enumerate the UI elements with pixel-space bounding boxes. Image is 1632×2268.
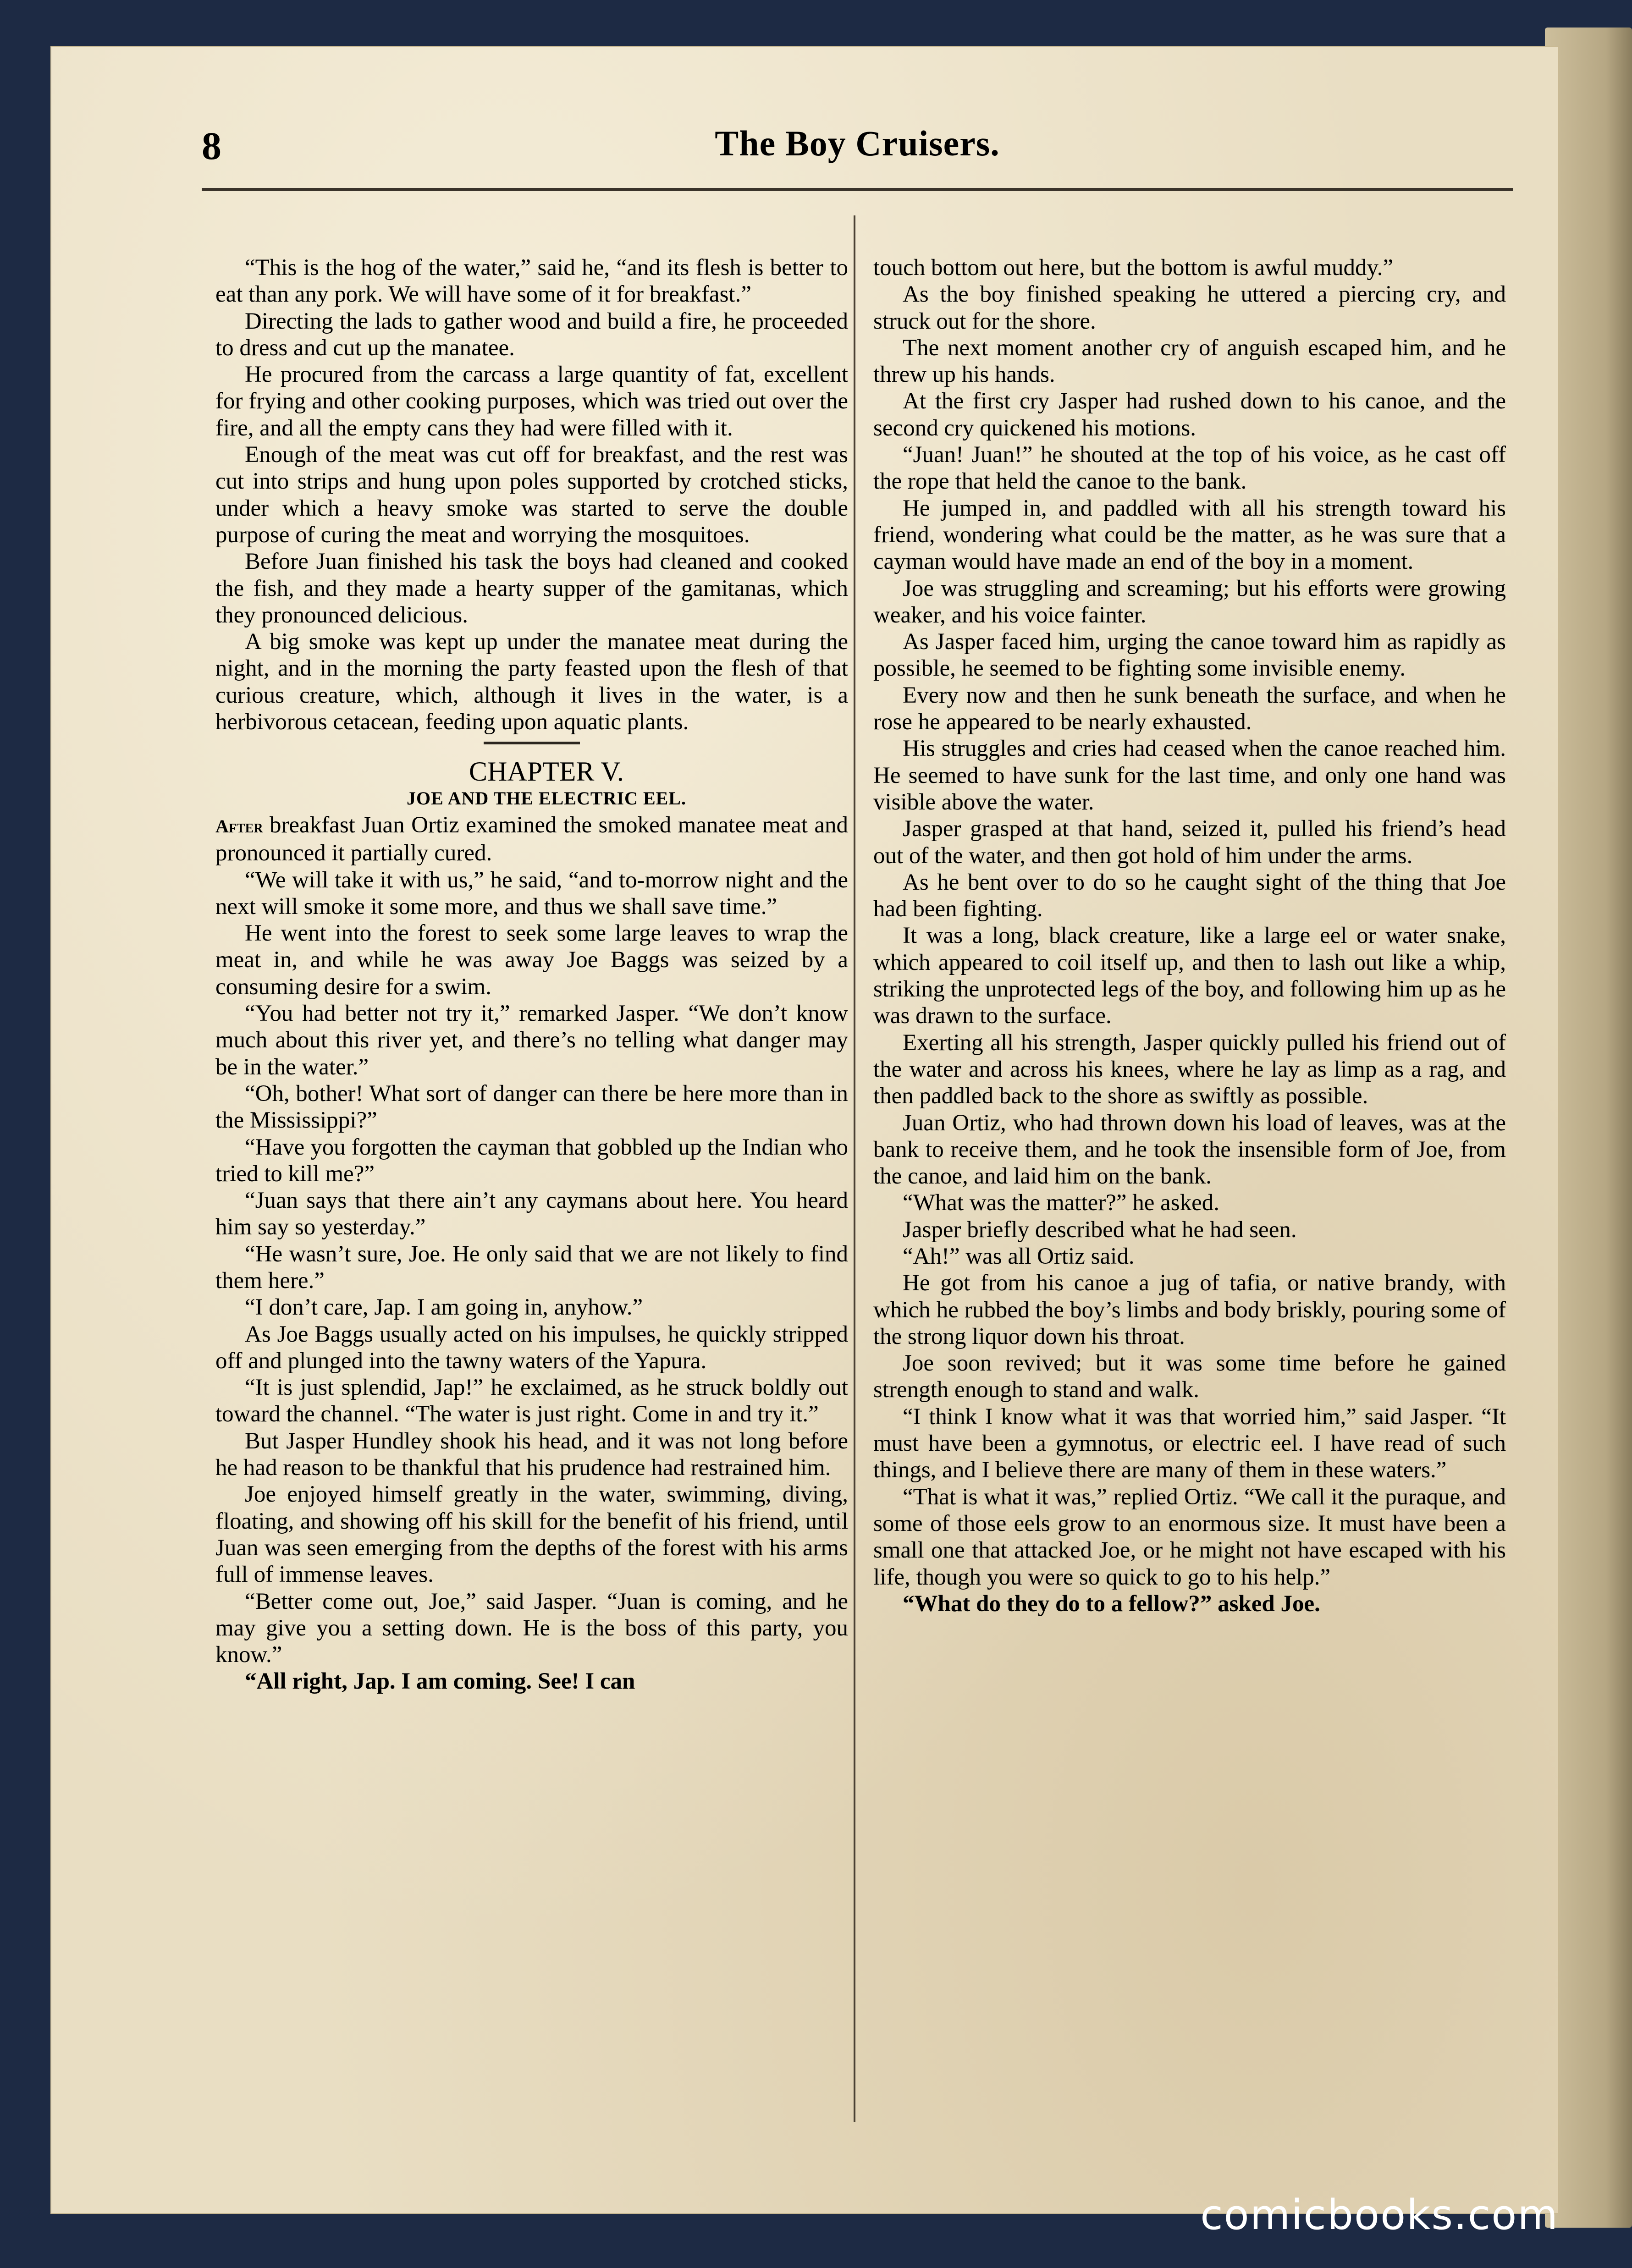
paragraph: “We will take it with us,” he said, “and to-morrow night and the next will smoke it some more, and thus we shall save time.” <box>215 867 848 919</box>
paragraph: Exerting all his strength, Jasper quickly pulled his friend out of the water and across his knees, where he lay as limp as a rag, and then paddled back to the shore as swiftly as possible. <box>873 1029 1506 1109</box>
paragraph: touch bottom out here, but the bottom is awful muddy.” <box>873 255 1394 281</box>
paragraph: A big smoke was kept up under the manatee meat during the night, and in the morning the party feasted upon the flesh of that curious creature, which, although it lives in the water, is a herbivorous cetacean, feeding upon aquatic plants. <box>215 629 848 735</box>
paragraph: “What do they do to a fellow?” asked Joe. <box>903 1591 1320 1617</box>
paragraph: But Jasper Hundley shook his head, and it was not long before he had reason to be thankful that his prudence had restrained him. <box>215 1428 848 1481</box>
chapter-rule <box>484 742 580 744</box>
lead-word: After <box>215 815 263 837</box>
paragraph: Before Juan finished his task the boys had cleaned and cooked the fish, and they made a hearty supper of the gamitanas, which they pronounced delicious. <box>215 549 848 628</box>
paragraph: Joe enjoyed himself greatly in the water, swimming, diving, floating, and showing off his skill for the benefit of his friend, until Juan was seen emerging from the depths of the forest with his arms full of immense leaves. <box>215 1481 848 1588</box>
paragraph: “Better come out, Joe,” said Jasper. “Juan is coming, and he may give you a setting down. He is the boss of this party, you know.” <box>215 1588 848 1668</box>
paragraph: As Joe Baggs usually acted on his impulses, he quickly stripped off and plunged into the tawny waters of the Yapura. <box>215 1321 848 1374</box>
watermark: comicbooks.com <box>1200 2191 1559 2239</box>
paragraph: Juan Ortiz, who had thrown down his load of leaves, was at the bank to receive them, and he took the insensible form of Joe, from the canoe, and laid him on the bank. <box>873 1110 1506 1189</box>
page-number: 8 <box>202 124 221 168</box>
paragraph: “This is the hog of the water,” said he, “and its flesh is better to eat than any pork. We will have some of it for breakfast.” <box>215 255 848 308</box>
paragraph: His struggles and cries had ceased when the canoe reached him. He seemed to have sunk for the last time, and only one hand was visible above the water. <box>873 736 1506 815</box>
paragraph: He procured from the carcass a large quantity of fat, excellent for frying and other cooking purposes, which was tried out over the fire, and all the empty cans they had were filled with it. <box>215 362 848 441</box>
paragraph: As he bent over to do so he caught sight of the thing that Joe had been fighting. <box>873 869 1506 922</box>
paragraph: “Oh, bother! What sort of danger can there be here more than in the Mississippi?” <box>215 1080 848 1134</box>
paragraph-text: breakfast Juan Ortiz examined the smoked manatee meat and pronounced it partially cured. <box>215 812 848 866</box>
paragraph: He went into the forest to seek some large leaves to wrap the meat in, and while he was away Joe Baggs was seized by a consuming desire for a swim. <box>215 920 848 1000</box>
paragraph: Jasper grasped at that hand, seized it, pulled his friend’s head out of the water, and then got hold of him under the arms. <box>873 816 1506 869</box>
paragraph: “I don’t care, Jap. I am going in, anyhow.” <box>245 1294 643 1321</box>
paragraph: “Juan! Juan!” he shouted at the top of his voice, as he cast off the rope that held the canoe to the bank. <box>873 442 1506 495</box>
paragraph: At the first cry Jasper had rushed down to his canoe, and the second cry quickened his motions. <box>873 388 1506 441</box>
paragraph: “He wasn’t sure, Joe. He only said that we are not likely to find them here.” <box>215 1241 848 1294</box>
left-column <box>215 254 848 1695</box>
running-title: The Boy Cruisers. <box>715 123 1000 163</box>
paragraph: Every now and then he sunk beneath the surface, and when he rose he appeared to be nearly exhausted. <box>873 682 1506 735</box>
paragraph: “You had better not try it,” remarked Jasper. “We don’t know much about this river yet, and there’s no telling what danger may be in the water.” <box>215 1001 848 1080</box>
paragraph: “Have you forgotten the cayman that gobbled up the Indian who tried to kill me?” <box>215 1134 848 1187</box>
chapter-heading: CHAPTER V. <box>469 756 624 787</box>
paragraph: He jumped in, and paddled with all his strength toward his friend, wondering what could be the matter, as he was sure that a cayman would have made an end of the boy in a moment. <box>873 495 1506 575</box>
paragraph: “It is just splendid, Jap!” he exclaimed, as he struck boldly out toward the channel. “The water is just right. Come in and try it.” <box>215 1375 848 1427</box>
paragraph: As the boy finished speaking he uttered a piercing cry, and struck out for the shore. <box>873 281 1506 334</box>
paragraph: “That is what it was,” replied Ortiz. “We call it the puraque, and some of those eels grow to an enormous size. It must have been a small one that attacked Joe, or he might not have escaped with his life, though you were so quick to go to his help.” <box>873 1484 1506 1590</box>
paragraph: “All right, Jap. I am coming. See! I can <box>245 1668 635 1695</box>
column-divider <box>854 215 855 2122</box>
paragraph: Joe soon revived; but it was some time before he gained strength enough to stand and walk. <box>873 1350 1506 1403</box>
paragraph: The next moment another cry of anguish escaped him, and he threw up his hands. <box>873 335 1506 388</box>
paragraph: “Juan says that there ain’t any caymans about here. You heard him say so yesterday.” <box>215 1188 848 1240</box>
paragraph: He got from his canoe a jug of tafia, or native brandy, with which he rubbed the boy’s limbs and body briskly, pouring some of the strong liquor down his throat. <box>873 1270 1506 1349</box>
paragraph: Enough of the meat was cut off for breakfast, and the rest was cut into strips and hung upon poles supported by crotched sticks, under which a heavy smoke was started to serve the double purpose of curing the meat and worrying the mosquitoes. <box>215 442 848 548</box>
paragraph <box>215 812 848 867</box>
paragraph: “What was the matter?” he asked. <box>903 1190 1219 1216</box>
right-column <box>873 254 1506 1617</box>
chapter-subtitle: JOE AND THE ELECTRIC EEL. <box>407 787 686 809</box>
paragraph: “Ah!” was all Ortiz said. <box>903 1243 1135 1269</box>
paragraph: Directing the lads to gather wood and build a fire, he proceeded to dress and cut up the manatee. <box>215 308 848 361</box>
paragraph: Joe was struggling and screaming; but his efforts were growing weaker, and his voice fainter. <box>873 575 1506 628</box>
paragraph: As Jasper faced him, urging the canoe toward him as rapidly as possible, he seemed to be fighting some invisible enemy. <box>873 629 1506 682</box>
header-rule <box>202 188 1513 191</box>
paragraph: “I think I know what it was that worried him,” said Jasper. “It must have been a gymnotus, or electric eel. I have read of such things, and I believe there are many of them in these waters.” <box>873 1404 1506 1483</box>
page-header <box>202 123 1513 178</box>
paragraph: It was a long, black creature, like a large eel or water snake, which appeared to coil itself up, and then to lash out like a whip, striking the unprotected legs of the boy, and following him up as he was drawn to the surface. <box>873 923 1506 1029</box>
paragraph: Jasper briefly described what he had seen. <box>903 1217 1297 1243</box>
